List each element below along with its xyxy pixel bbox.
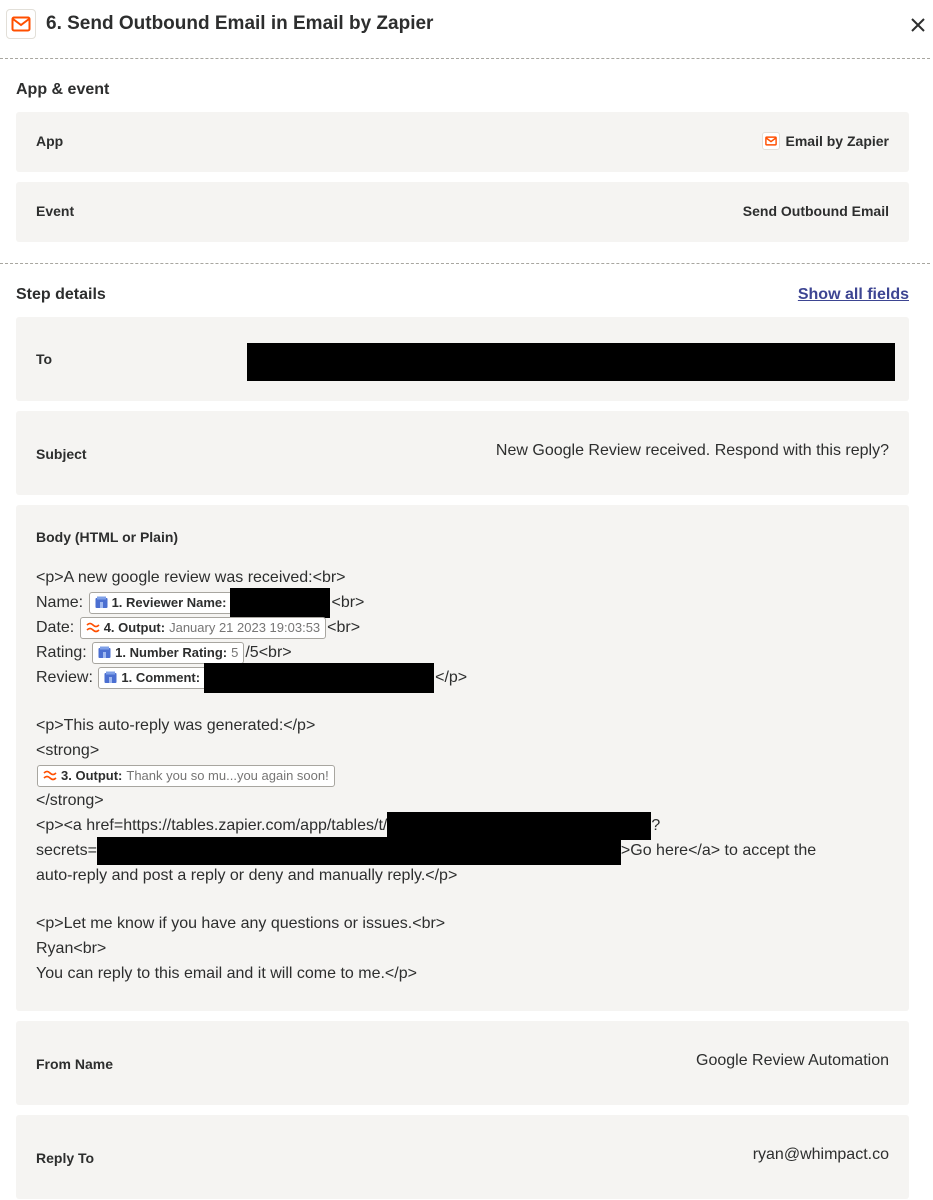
body-line: You can reply to this email and it will come to me.</p> [36, 965, 417, 982]
app-name: Email by Zapier [785, 133, 889, 149]
to-row[interactable] [16, 317, 909, 401]
redacted-block [204, 663, 434, 693]
body-line: Review: 1. Comment: </p> [36, 665, 896, 690]
google-business-icon [95, 596, 108, 609]
field-pill-reply-output[interactable]: 3. Output: Thank you so mu...you again soon! [37, 765, 335, 787]
body-line: <p>Let me know if you have any questions or issues.<br> [36, 915, 446, 932]
subject-row[interactable] [16, 411, 909, 495]
reply-to-label: Reply To [36, 1150, 95, 1166]
body-row[interactable] [16, 505, 909, 1011]
reply-to-row[interactable] [16, 1115, 909, 1199]
email-icon [762, 132, 780, 150]
app-label: App [36, 133, 64, 149]
body-line: <p><a href=https://tables.zapier.com/app/tables/t/ ? [36, 813, 896, 838]
from-name-value: Google Review Automation [696, 1052, 889, 1069]
reply-to-value: ryan@whimpact.co [752, 1146, 889, 1163]
event-value: Send Outbound Email [742, 203, 889, 219]
body-line: Name: 1. Reviewer Name: <br> [36, 590, 896, 615]
divider [0, 263, 930, 264]
close-button[interactable] [907, 14, 929, 36]
email-icon [6, 9, 36, 39]
body-line: Date: 4. Output: January 21 2023 19:03:53 <br> [36, 615, 896, 640]
subject-value: New Google Review received. Respond with this reply? [495, 442, 889, 459]
body-line: secrets= >Go here</a> to accept the [36, 838, 896, 863]
body-line: Rating: 1. Number Rating: 5 /5<br> [36, 640, 896, 665]
section-title-app-event: App & event [16, 81, 110, 98]
redacted-block [247, 343, 895, 381]
body-line: auto-reply and post a reply or deny and manually reply.</p> [36, 867, 458, 884]
show-all-fields-link[interactable]: Show all fields [797, 286, 909, 303]
body-line: <strong> [36, 742, 100, 759]
field-pill-reviewer-name[interactable]: 1. Reviewer Name: [89, 592, 331, 614]
formatter-icon [86, 622, 100, 634]
field-pill-date-output[interactable]: 4. Output: January 21 2023 19:03:53 [80, 617, 326, 639]
body-label: Body (HTML or Plain) [36, 529, 179, 545]
close-icon [911, 18, 925, 32]
formatter-icon [43, 770, 57, 782]
body-line: </strong> [36, 792, 104, 809]
field-pill-number-rating[interactable]: 1. Number Rating: 5 [92, 642, 244, 664]
redacted-block [97, 837, 621, 865]
divider [0, 58, 930, 59]
body-content[interactable] [36, 565, 896, 986]
to-label: To [36, 351, 53, 367]
google-business-icon [104, 671, 117, 684]
google-business-icon [98, 646, 111, 659]
step-header [0, 0, 933, 52]
body-line [36, 763, 896, 788]
body-line: <p>This auto-reply was generated:</p> [36, 717, 316, 734]
redacted-block [230, 588, 330, 618]
event-row[interactable] [16, 182, 909, 242]
field-pill-comment[interactable]: 1. Comment: [98, 667, 434, 689]
from-name-label: From Name [36, 1056, 114, 1072]
app-value [762, 132, 889, 150]
from-name-row[interactable] [16, 1021, 909, 1105]
body-line: <p>A new google review was received:<br> [36, 569, 346, 586]
section-title-step-details: Step details [16, 286, 106, 303]
subject-label: Subject [36, 446, 87, 462]
body-line: Ryan<br> [36, 940, 107, 957]
step-title: 6. Send Outbound Email in Email by Zapier [46, 13, 434, 34]
redacted-block [387, 812, 651, 840]
event-label: Event [36, 203, 75, 219]
app-row[interactable] [16, 112, 909, 172]
